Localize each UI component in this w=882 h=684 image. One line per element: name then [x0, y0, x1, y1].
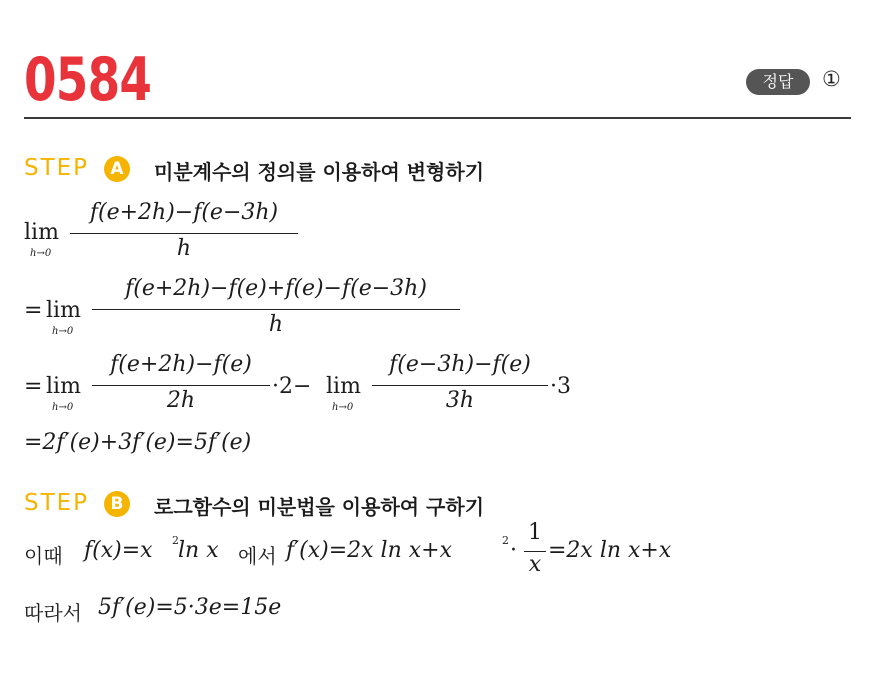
l2-eq: =	[24, 298, 43, 323]
step-a-letter: A	[104, 156, 130, 182]
problem-number: 0584	[24, 45, 152, 115]
lim-2-sub: h→0	[52, 326, 74, 337]
b1-prefix: 이때	[24, 544, 63, 568]
b1-frac-den: x	[528, 552, 542, 577]
lim-2: lim	[46, 298, 81, 323]
lim-3a: lim	[46, 374, 81, 399]
l1-denominator: h	[176, 236, 192, 261]
l1-numerator: f(e+2h)−f(e−3h)	[89, 200, 279, 225]
lim-3a-sub: h→0	[52, 402, 74, 413]
l3-fraction-bar-2	[372, 385, 548, 386]
b1-dot: ·	[510, 538, 517, 563]
b1-sup-2: 2	[502, 534, 509, 547]
l3-numerator-2: f(e−3h)−f(e)	[389, 352, 531, 377]
l3-denominator-2: 3h	[445, 388, 475, 413]
l3-eq: =	[24, 374, 43, 399]
answer-badge: 정답	[746, 69, 810, 95]
b1-result: =2x ln x+x	[548, 538, 672, 563]
lim-1-sub: h→0	[30, 248, 52, 259]
l4-result: =2f′(e)+3f′(e)=5f′(e)	[24, 430, 252, 455]
answer-value: ①	[822, 67, 841, 91]
step-a-title: 미분계수의 정의를 이용하여 변형하기	[154, 160, 485, 184]
b1-ln: ln x	[178, 538, 219, 563]
l2-denominator: h	[268, 312, 284, 337]
b2-prefix: 따라서	[24, 601, 82, 625]
b1-f-def: f(x)=x	[84, 538, 153, 563]
b1-sup-1: 2	[172, 534, 179, 547]
l3-middle: ·2−	[272, 374, 312, 399]
b1-suffix: 에서	[238, 544, 277, 568]
l3-denominator-1: 2h	[166, 388, 196, 413]
header-divider	[24, 117, 851, 119]
l3-numerator-1: f(e+2h)−f(e)	[110, 352, 252, 377]
lim-3b: lim	[326, 374, 361, 399]
l2-numerator: f(e+2h)−f(e)+f(e)−f(e−3h)	[125, 276, 427, 301]
b2-expression: 5f′(e)=5·3e=15e	[98, 595, 282, 620]
step-b-letter: B	[104, 491, 130, 517]
l3-fraction-bar-1	[92, 385, 270, 386]
lim-3b-sub: h→0	[332, 402, 354, 413]
l3-end: ·3	[550, 374, 571, 399]
step-b-title: 로그함수의 미분법을 이용하여 구하기	[154, 495, 485, 519]
l1-fraction-bar	[70, 233, 298, 234]
b1-derivative: f′(x)=2x ln x+x	[286, 538, 452, 563]
step-a-tag: STEP	[24, 155, 90, 181]
b1-frac-num: 1	[528, 520, 542, 545]
lim-1: lim	[24, 220, 59, 245]
step-b-tag: STEP	[24, 490, 90, 516]
l2-fraction-bar	[92, 309, 460, 310]
